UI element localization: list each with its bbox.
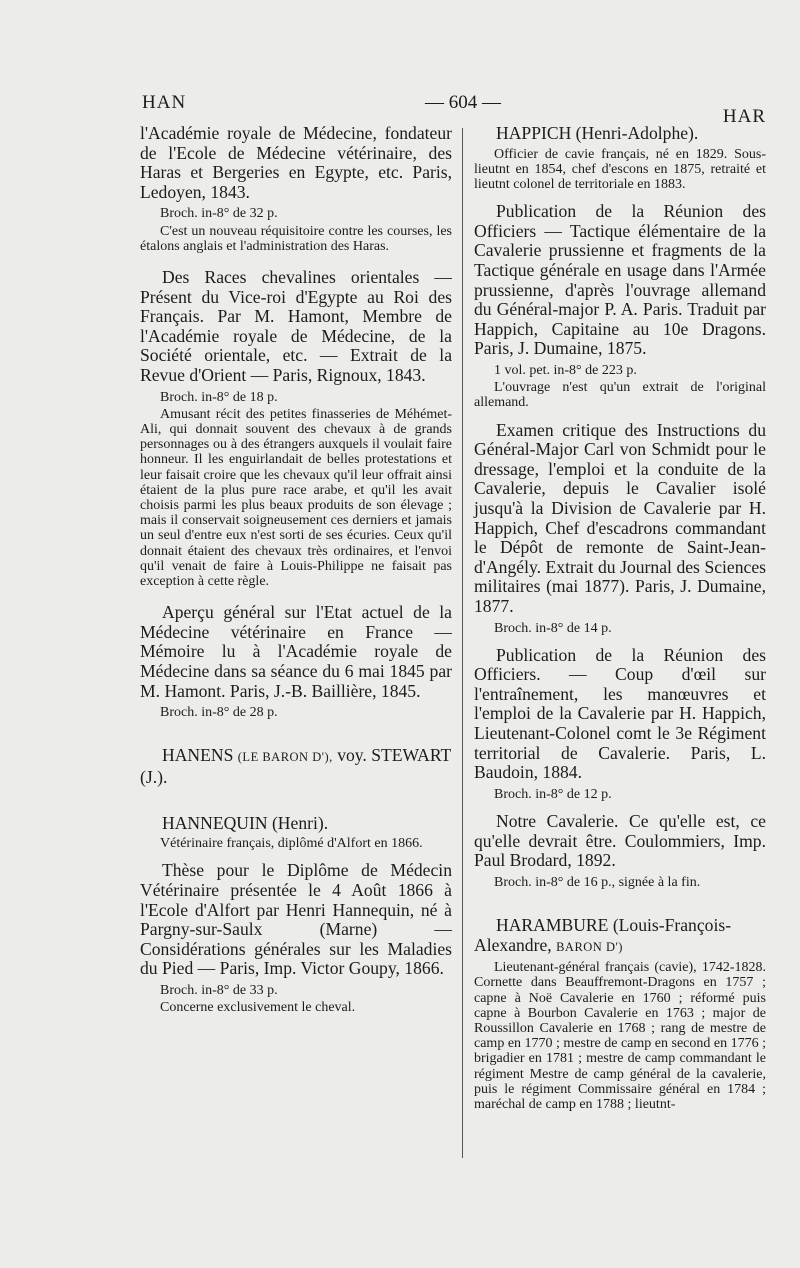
entry-note: L'ouvrage n'est qu'un extrait de l'original allemand. xyxy=(474,380,766,411)
left-column xyxy=(140,124,452,1015)
entry-title: Des Races chevalines orientales — Présent du Vice-roi d'Egypte au Roi des Français. Par M. Hamont, Membre de l'Académie royale de Médecine, de la Société orientale, etc. — Extrait de la Revue d'Orient — Paris, Rignoux, 1843. xyxy=(140,266,452,385)
author-name: HARAMBURE (Louis-François-Alexandre, xyxy=(474,915,732,955)
entry-format: Broch. in-8° de 14 p. xyxy=(494,620,612,636)
entry-note: Concerne exclusivement le cheval. xyxy=(160,1000,356,1016)
entry-title: Examen critique des Instructions du Général-Major Carl von Schmidt pour le dressage, l'emploi et la conduite de la Cavalerie, depuis le Cavalier isolé jusqu'à la Division de Cavalerie par H. Happich, Chef d'escadrons commandant le Dépôt de remonte de Saint-Jean-d'Angély. Extrait du Journal des Sciences militaires (mai 1877). Paris, J. Dumaine, 1877. xyxy=(474,419,766,616)
author-title: BARON D') xyxy=(556,939,623,954)
author-heading: HANNEQUIN (Henri). xyxy=(162,812,329,833)
author-name: HANENS xyxy=(162,745,234,766)
entry-format: Broch. in-8° de 32 p. xyxy=(160,206,278,222)
page-number: — 604 — xyxy=(425,92,501,113)
entry-note: Amusant récit des petites finasseries de Méhémet-Ali, qui donnait souvent des chevaux à de grands personnages ou à des étrangers auxquels il voulait faire honneur. Il les enguirlandait de belles protestations et leur faisait croire que les chevaux qu'il leur offrait ainsi étaient de la plus pure race arabe, et qu'il les avait choisis parmi les plus beaux produits de son élevage ; mais il conservait soigneusement ces derniers et jamais un seul d'entre eux n'est sorti de ses écuries. Ceux qu'il donnait étaient des chevaux très ordinaires, et l'envoi qu'il venait de faire à Louis-Philippe ne faisait pas exception à cette règle. xyxy=(140,406,452,589)
entry-title: Publication de la Réunion des Officiers — Tactique élémentaire de la Cavalerie prussienne et fragments de la Tactique générale en usage dans l'Armée prussienne, d'après l'ouvrage allemand du Général-major P. A. Paris. Traduit par Happich, Capitaine au 10e Dragons. Paris, J. Dumaine, 1875. xyxy=(474,201,766,359)
author-bio: Lieutenant-général français (cavie), 1742-1828. Cornette dans Beauffremont-Dragons en 1757 ; capne à Noë Cavalerie en 1760 ; réformé puis capne à Bourbon Cavalerie en 1763 ; major de Roussillon Cavalerie en 1768 ; rang de mestre de camp en 1770 ; mestre de camp en second en 1776 ; brigadier en 1781 ; mestre de camp commandant le régiment Mestre de camp général de la cavalerie, puis le régiment Commissaire général en 1784 ; maréchal de camp en 1788 ; lieutnt- xyxy=(474,960,766,1113)
running-head-right: HAR xyxy=(722,106,766,127)
author-bio: Officier de cavie français, né en 1829. Sous-lieutnt en 1854, chef d'escons en 1875, retraité et lieutnt colonel de territoriale en 1883. xyxy=(474,146,766,192)
entry-format: Broch. in-8° de 12 p. xyxy=(494,786,612,802)
author-heading: HAPPICH (Henri-Adolphe). xyxy=(496,123,699,143)
entry-note: C'est un nouveau réquisitoire contre les courses, les étalons anglais et l'administration des Haras. xyxy=(140,223,452,254)
entry-title: Thèse pour le Diplôme de Médecin Vétérinaire présentée le 4 Août 1866 à l'Ecole d'Alfort par Henri Hannequin, né à Pargny-sur-Saulx (Marne) — Considérations générales sur les Maladies du Pied — Paris, Imp. Victor Goupy, 1866. xyxy=(140,860,452,979)
entry-format: Broch. in-8° de 33 p. xyxy=(160,982,278,998)
author-bio: Vétérinaire français, diplômé d'Alfort en 1866. xyxy=(160,836,423,852)
author-heading xyxy=(474,916,766,957)
entry-title: Publication de la Réunion des Officiers. — Coup d'œil sur l'entraînement, les manœuvres et l'emploi de la Cavalerie par H. Happich, Lieutenant-Colonel comt le 3e Régiment territorial de Cavalerie. Paris, L. Baudoin, 1884. xyxy=(474,644,766,783)
entry-title: Notre Cavalerie. Ce qu'elle est, ce qu'elle devrait être. Coulommiers, Imp. Paul Brodard, 1892. xyxy=(474,811,766,871)
entry-format: Broch. in-8° de 16 p., signée à la fin. xyxy=(494,874,701,890)
cross-reference: voy. STEWART (J.). xyxy=(140,745,451,787)
running-head-left: HAN xyxy=(142,92,187,113)
column-divider xyxy=(462,128,463,1158)
entry-format: Broch. in-8° de 28 p. xyxy=(160,705,278,721)
author-title: (LE BARON D'), xyxy=(237,750,333,765)
entry-title: Aperçu général sur l'Etat actuel de la Médecine vétérinaire en France — Mémoire lu à l'Académie royale de Médecine dans sa séance du 6 mai 1845 par M. Hamont. Paris, J.-B. Baillière, 1845. xyxy=(140,602,452,701)
entry-format: 1 vol. pet. in-8° de 223 p. xyxy=(494,362,637,378)
author-heading xyxy=(140,746,452,787)
entry-title: l'Académie royale de Médecine, fondateur de l'Ecole de Médecine vétérinaire, des Haras et Bergeries en Egypte, etc. Paris, Ledoyen, 1843. xyxy=(140,123,452,202)
right-column xyxy=(474,124,766,1112)
entry-format: Broch. in-8° de 18 p. xyxy=(160,389,278,405)
